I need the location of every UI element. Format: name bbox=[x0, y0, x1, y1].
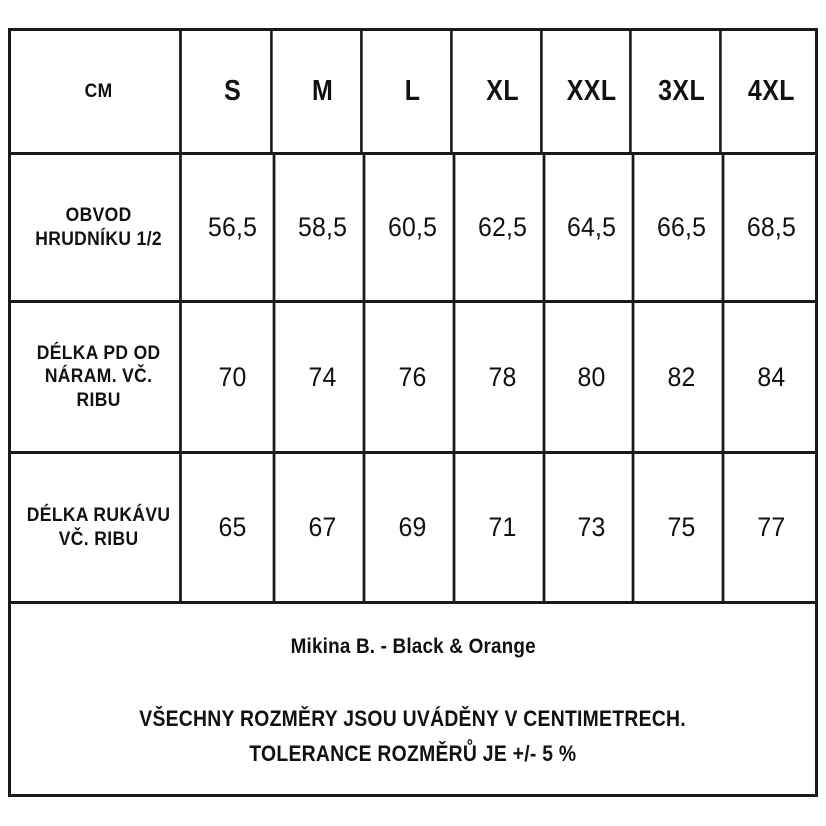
measurement-label-chest: OBVOD HRUDNÍKU 1/2 bbox=[18, 155, 182, 300]
table-row bbox=[11, 155, 815, 303]
measurement-value-chest-s: 56,5 bbox=[193, 155, 276, 300]
measurement-value-sleeve-length-xl: 71 bbox=[462, 454, 545, 601]
measurement-value-chest-4xl: 68,5 bbox=[747, 212, 797, 243]
measurement-label-sleeve-length: DÉLKA RUKÁVU VČ. RIBU bbox=[18, 454, 182, 601]
measurement-value-back-length-l: 76 bbox=[372, 303, 455, 451]
size-chart-table bbox=[8, 28, 818, 797]
measurement-value-sleeve-length-3xl: 75 bbox=[642, 454, 725, 601]
measurement-value-back-length-m: 74 bbox=[282, 303, 365, 451]
footer-notes bbox=[11, 604, 815, 794]
table-header-row bbox=[11, 31, 815, 155]
measurement-value-sleeve-length-s: 65 bbox=[193, 454, 276, 601]
measurement-value-sleeve-length-l: 69 bbox=[372, 454, 455, 601]
size-header-xxl: XXL bbox=[555, 31, 632, 152]
measurement-value-chest-xl: 62,5 bbox=[462, 155, 545, 300]
unit-header-cell: CM bbox=[18, 31, 182, 152]
measurement-label-back-length: DÉLKA PD OD NÁRAM. VČ. RIBU bbox=[18, 303, 182, 451]
size-header-m: M bbox=[285, 31, 362, 152]
measurement-value-back-length-3xl: 82 bbox=[642, 303, 725, 451]
measurement-value-chest-3xl: 66,5 bbox=[642, 155, 725, 300]
product-name: Mikina B. - Black & Orange bbox=[290, 635, 536, 658]
measurement-value-sleeve-length-m: 67 bbox=[282, 454, 365, 601]
size-header-4xl: 4XL bbox=[748, 74, 796, 107]
measurement-value-back-length-s: 70 bbox=[193, 303, 276, 451]
size-header-l: L bbox=[375, 31, 452, 152]
size-header-3xl: 3XL bbox=[645, 31, 722, 152]
table-row bbox=[11, 454, 815, 604]
measurement-value-back-length-xxl: 80 bbox=[552, 303, 635, 451]
size-header-xl: XL bbox=[465, 31, 542, 152]
table-row bbox=[11, 303, 815, 454]
measurement-value-chest-xxl: 64,5 bbox=[552, 155, 635, 300]
disclaimer-line-tolerance: TOLERANCE ROZMĚRŮ JE +/- 5 % bbox=[249, 741, 577, 767]
disclaimer-line-units: VŠECHNY ROZMĚRY JSOU UVÁDĚNY V CENTIMETRECH. bbox=[139, 705, 687, 731]
size-header-s: S bbox=[195, 31, 272, 152]
measurement-value-back-length-4xl: 84 bbox=[757, 361, 786, 392]
measurement-value-sleeve-length-xxl: 73 bbox=[552, 454, 635, 601]
measurement-value-chest-l: 60,5 bbox=[372, 155, 455, 300]
measurement-value-sleeve-length-4xl: 77 bbox=[757, 512, 786, 543]
measurement-value-chest-m: 58,5 bbox=[282, 155, 365, 300]
table-footer-row bbox=[11, 604, 815, 794]
measurement-value-back-length-xl: 78 bbox=[462, 303, 545, 451]
